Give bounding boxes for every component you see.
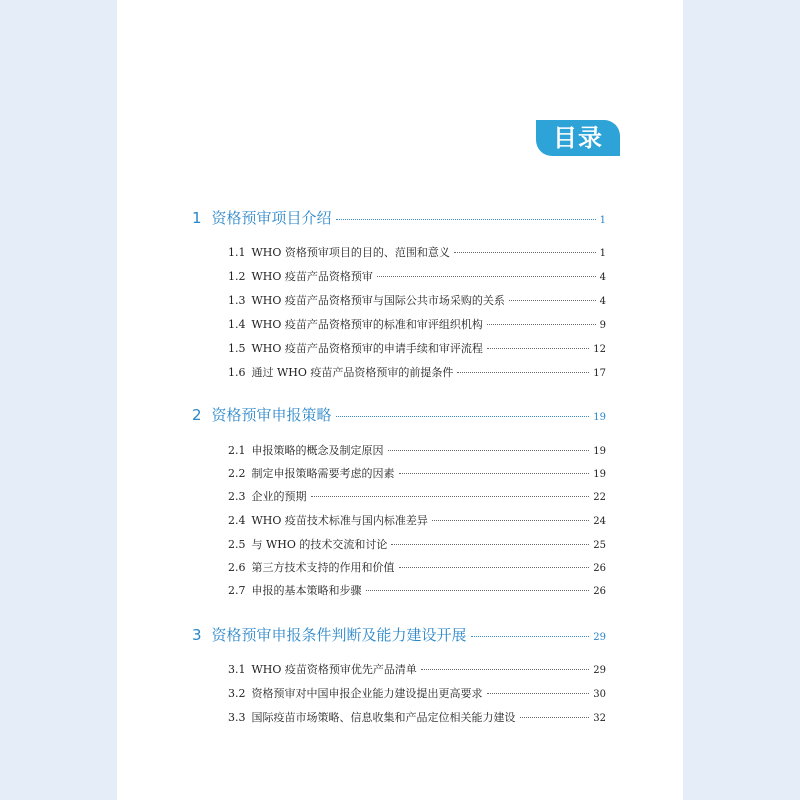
toc-section-1-2[interactable] (228, 268, 606, 284)
dot-leader (509, 300, 596, 301)
section-number: 2.4 (228, 514, 246, 527)
section-page-number: 29 (593, 665, 606, 676)
chapter-title: 资格预审申报条件判断及能力建设开展 (211, 626, 467, 644)
toc-section-2-5[interactable] (228, 536, 606, 552)
section-number: 3.1 (228, 663, 246, 676)
dot-leader (421, 669, 589, 670)
section-page-number: 22 (593, 492, 606, 503)
toc-chapter-2[interactable] (192, 404, 606, 426)
chapter-number: 1 (192, 209, 202, 227)
section-number: 3.3 (228, 711, 246, 724)
section-title: WHO 疫苗产品资格预审与国际公共市场采购的关系 (251, 294, 505, 307)
section-number: 2.1 (228, 444, 246, 457)
section-title: 第三方技术支持的作用和价值 (251, 561, 395, 574)
section-page-number: 19 (593, 446, 606, 457)
toc-section-2-2[interactable] (228, 465, 606, 481)
chapter-number: 3 (192, 626, 202, 644)
dot-leader (487, 348, 589, 349)
dot-leader (432, 520, 589, 521)
section-number: 2.6 (228, 561, 246, 574)
section-page-number: 12 (593, 344, 606, 355)
chapter-number: 2 (192, 406, 202, 424)
section-page-number: 26 (593, 563, 606, 574)
section-page-number: 26 (593, 586, 606, 597)
chapter-title: 资格预审申报策略 (211, 406, 332, 424)
section-number: 1.6 (228, 366, 246, 379)
chapter-title: 资格预审项目介绍 (211, 209, 332, 227)
section-title: WHO 疫苗产品资格预审 (251, 270, 373, 283)
dot-leader (336, 219, 596, 220)
dot-leader (487, 324, 596, 325)
dot-leader (487, 693, 590, 694)
section-number: 1.4 (228, 318, 246, 331)
section-title: 国际疫苗市场策略、信息收集和产品定位相关能力建设 (251, 711, 516, 724)
toc-section-3-1[interactable] (228, 661, 606, 677)
section-title: WHO 疫苗技术标准与国内标准差异 (251, 514, 428, 527)
dot-leader (399, 567, 590, 568)
section-title: 通过 WHO 疫苗产品资格预审的前提条件 (251, 366, 454, 379)
section-title: WHO 疫苗产品资格预审的申请手续和审评流程 (251, 342, 483, 355)
section-number: 2.7 (228, 584, 246, 597)
section-page-number: 19 (593, 469, 606, 480)
section-page-number: 24 (593, 516, 606, 527)
section-page-number: 32 (593, 713, 606, 724)
section-title: 申报的基本策略和步骤 (251, 584, 362, 597)
dot-leader (457, 372, 589, 373)
section-page-number: 30 (593, 689, 606, 700)
toc-section-1-4[interactable] (228, 316, 606, 332)
section-title: 资格预审对中国申报企业能力建设提出更高要求 (251, 687, 483, 700)
toc-section-1-1[interactable] (228, 244, 606, 260)
toc-heading: 目录 (536, 120, 620, 156)
section-page-number: 9 (599, 320, 606, 331)
section-title: WHO 疫苗产品资格预审的标准和审评组织机构 (251, 318, 483, 331)
dot-leader (399, 473, 590, 474)
toc-chapter-3[interactable] (192, 624, 606, 646)
section-number: 1.3 (228, 294, 246, 307)
dot-leader (520, 717, 590, 718)
section-number: 2.2 (228, 467, 246, 480)
dot-leader (311, 496, 590, 497)
section-page-number: 1 (599, 248, 606, 259)
dot-leader (454, 252, 596, 253)
toc-section-2-7[interactable] (228, 582, 606, 598)
dot-leader (388, 450, 590, 451)
chapter-page-number: 19 (593, 412, 606, 423)
section-title: 申报策略的概念及制定原因 (251, 444, 384, 457)
section-page-number: 4 (599, 272, 606, 283)
section-page-number: 17 (593, 368, 606, 379)
section-page-number: 25 (593, 540, 606, 551)
toc-section-2-3[interactable] (228, 488, 606, 504)
dot-leader (366, 590, 590, 591)
toc-section-3-2[interactable] (228, 685, 606, 701)
dot-leader (377, 276, 596, 277)
dot-leader (391, 544, 589, 545)
toc-section-1-5[interactable] (228, 340, 606, 356)
section-number: 2.5 (228, 538, 246, 551)
chapter-page-number: 29 (593, 632, 606, 643)
section-number: 1.5 (228, 342, 246, 355)
section-page-number: 4 (599, 296, 606, 307)
chapter-page-number: 1 (599, 215, 606, 226)
toc-section-2-4[interactable] (228, 512, 606, 528)
section-number: 2.3 (228, 490, 246, 503)
toc-section-1-3[interactable] (228, 292, 606, 308)
toc-section-2-1[interactable] (228, 442, 606, 458)
section-title: WHO 资格预审项目的目的、范围和意义 (251, 246, 450, 259)
toc-chapter-1[interactable] (192, 207, 606, 229)
section-title: 与 WHO 的技术交流和讨论 (251, 538, 388, 551)
section-number: 1.2 (228, 270, 246, 283)
toc-section-1-6[interactable] (228, 364, 606, 380)
dot-leader (471, 636, 590, 637)
section-title: 企业的预期 (251, 490, 307, 503)
dot-leader (336, 416, 590, 417)
section-title: WHO 疫苗资格预审优先产品清单 (251, 663, 417, 676)
section-number: 3.2 (228, 687, 246, 700)
section-number: 1.1 (228, 246, 246, 259)
toc-section-2-6[interactable] (228, 559, 606, 575)
section-title: 制定申报策略需要考虑的因素 (251, 467, 395, 480)
toc-section-3-3[interactable] (228, 709, 606, 725)
